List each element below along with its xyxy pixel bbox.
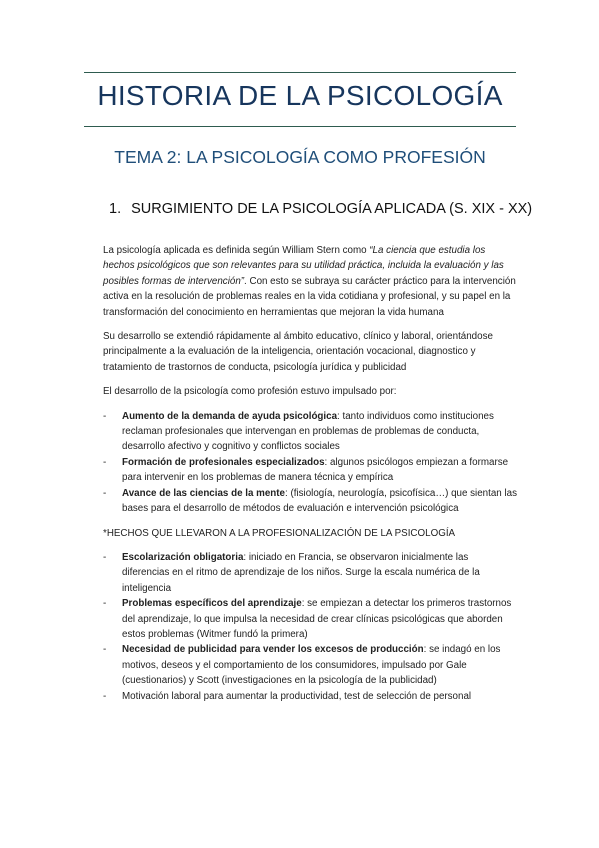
paragraph-definition [103,243,517,320]
list-item [103,689,517,704]
list-item [103,455,517,486]
list-item-bold: Escolarización obligatoria [122,551,244,563]
document-subtitle: TEMA 2: LA PSICOLOGÍA COMO PROFESIÓN [114,147,486,167]
list-item-text: : tanto individuos como instituciones reclaman profesionales que intervengan en problemas de problemas de conducta, desarrollo afectivo y cognitivo y conflictos sociales [122,410,494,453]
document-title: HISTORIA DE LA PSICOLOGÍA [97,80,503,111]
list-item-text: : algunos psicólogos empiezan a formarse para intervenir en los problemas de manera técnica y empírica [122,456,509,484]
section-heading [109,201,532,217]
list-item-bold: Necesidad de publicidad para vender los excesos de producción [122,644,424,656]
title-bottom-rule [84,126,516,127]
document-body [103,243,517,713]
definition-intro: La psicología aplicada es definida según William Stern como [103,245,370,256]
title-top-rule [84,72,516,73]
list-item-text: : iniciado en Francia, se observaron inicialmente las diferencias en el ritmo de aprendizaje de los niños. Surge la escala numérica de la inteligencia [122,551,480,594]
paragraph-facts-heading: *HECHOS QUE LLEVARON A LA PROFESIONALIZACIÓN DE LA PSICOLOGÍA [103,527,456,539]
list-item-text: : se indagó en los motivos, deseos y el comportamiento de los consumidores, impulsado por Gale (cuestionarios) y Scott (investigaciones en la psicología de la publicidad) [122,644,501,687]
paragraph-drivers-intro: El desarrollo de la psicología como profesión estuvo impulsado por: [103,386,397,398]
list-item-text: : (fisiología, neurología, psicofísica…) que sientan las bases para el desarrollo de métodos de evaluación e intervención psicológica [122,487,517,515]
facts-list [103,550,517,704]
list-item-bold: Aumento de la demanda de ayuda psicológica [122,410,338,422]
section-title: SURGIMIENTO DE LA PSICOLOGÍA APLICADA (S. XIX - XX) [131,201,533,217]
list-item [103,486,517,517]
paragraph-development: Su desarrollo se extendió rápidamente al ámbito educativo, clínico y laboral, orientándose principalmente a la evaluación de la inteligencia, orientación vocacional, diagnostico y tratamiento de trastornos de conducta, psicología jurídica y publicidad [103,331,493,373]
list-item [103,596,517,642]
list-item-bold: Avance de las ciencias de la mente [122,487,286,499]
list-item-bold: Problemas específicos del aprendizaje [122,598,302,610]
list-item [103,409,517,455]
definition-quote: “La ciencia que estudia los hechos psicológicos que son relevantes para su utilidad práctica, incluida la evaluación y las posibles formas de intervención” [103,245,504,287]
list-item-text: Motivación laboral para aumentar la productividad, test de selección de personal [122,690,472,702]
list-item-bold: Formación de profesionales especializados [122,456,325,468]
list-item [103,550,517,596]
section-number: 1. [109,201,122,217]
drivers-list [103,409,517,517]
definition-rest: . Con esto se subraya su carácter práctico para la intervención activa en la resolución de problemas reales en la vida cotidiana y profesional, y su papel en la transformación del conocimiento en herramientas que mejoran la vida humana [103,275,516,318]
list-item-text: : se empiezan a detectar los primeros trastornos del aprendizaje, lo que impulsa la necesidad de crear clínicas psicológicas que aborden estos problemas (Witmer fundó la primera) [122,598,512,640]
list-item [103,642,517,688]
